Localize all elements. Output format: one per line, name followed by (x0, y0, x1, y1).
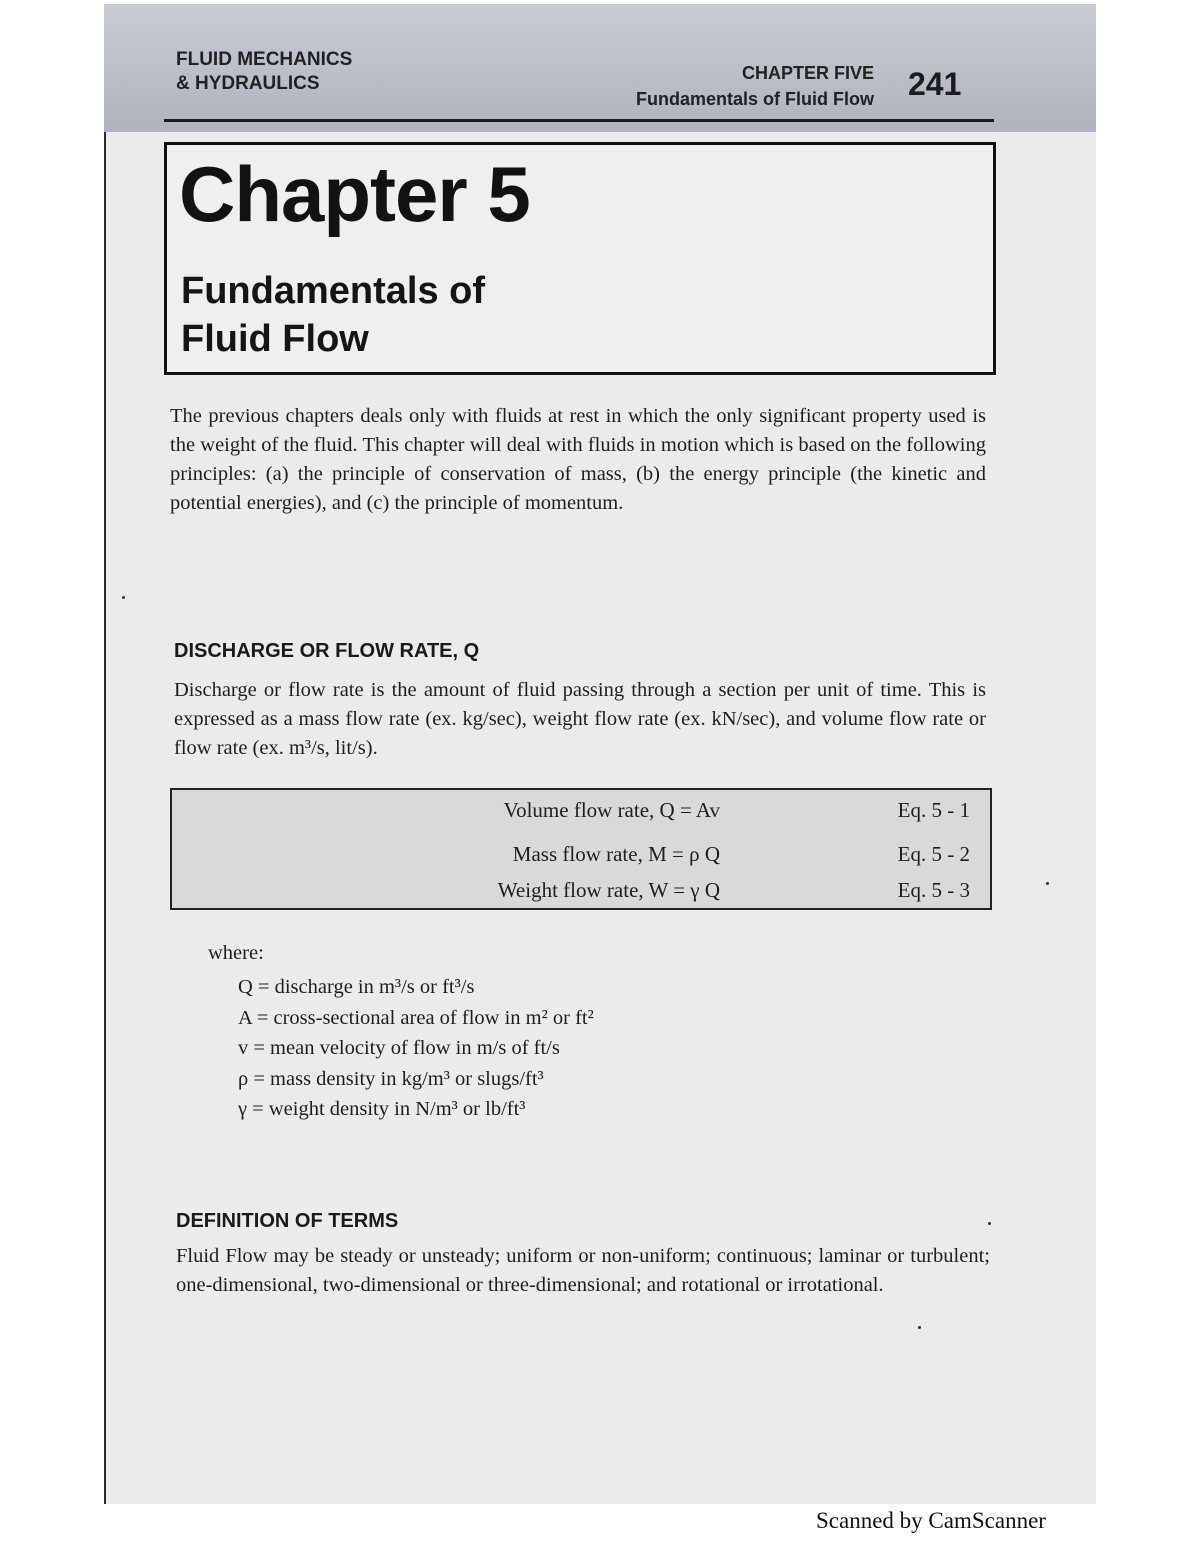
discharge-paragraph: Discharge or flow rate is the amount of fluid passing through a section per unit of time. This is expressed as a mass flow rate (ex. kg/sec), weight flow rate (ex. kN/sec), and volume flow rate or flow rate (ex. m³/s, lit/s). (174, 679, 986, 759)
chapter-subtitle-line2: Fluid Flow (181, 318, 369, 360)
scan-speck (988, 1222, 991, 1225)
chapter-name: Fundamentals of Fluid Flow (636, 89, 874, 109)
terms-paragraph: Fluid Flow may be steady or unsteady; uniform or non-uniform; continuous; laminar or turbulent; one-dimensional, two-dimensional or three-dimensional; and rotational or irrotational. (176, 1245, 990, 1296)
equation-number: Eq. 5 - 2 (897, 842, 970, 866)
chapter-heading: Chapter 5 (179, 150, 530, 238)
scanned-page (104, 4, 1096, 1504)
intro-paragraph: The previous chapters deals only with fluids at rest in which the only significant property used is the weight of the fluid. This chapter will deal with fluids in motion which is based on the following principles: (a) the principle of conservation of mass, (b) the energy principle (the kinetic and potential energies), and (c) the principle of momentum. (170, 405, 986, 514)
book-title (176, 48, 352, 96)
page-number: 241 (908, 66, 962, 102)
discharge-heading: DISCHARGE OR FLOW RATE, Q (174, 640, 480, 662)
variable-definition: γ = weight density in N/m³ or lb/ft³ (238, 1098, 526, 1120)
scanner-watermark: Scanned by CamScanner (816, 1508, 1046, 1533)
where-label: where: (208, 942, 264, 964)
terms-heading: DEFINITION OF TERMS (176, 1210, 399, 1232)
book-title-line1: FLUID MECHANICS (176, 49, 353, 70)
scan-speck (1046, 882, 1049, 885)
book-title-line2: & HYDRAULICS (176, 73, 320, 94)
equation-number: Eq. 5 - 3 (897, 878, 970, 902)
scan-speck (918, 1326, 921, 1329)
equation-box (170, 788, 992, 910)
scan-speck (122, 596, 125, 599)
chapter-subtitle-line1: Fundamentals of (181, 270, 486, 312)
equation-formula: Mass flow rate, M = ρ Q (512, 842, 720, 866)
running-chapter-title (636, 60, 874, 112)
chapter-title-box (164, 142, 996, 375)
variable-definition: ρ = mass density in kg/m³ or slugs/ft³ (238, 1067, 544, 1090)
equation-row (172, 798, 990, 830)
header-divider (164, 119, 994, 122)
equation-formula: Volume flow rate, Q = Av (503, 798, 720, 822)
chapter-label: CHAPTER FIVE (741, 63, 874, 83)
variable-definition: A = cross-sectional area of flow in m² or ft² (238, 1006, 594, 1029)
equation-formula: Weight flow rate, W = γ Q (497, 878, 720, 902)
equation-number: Eq. 5 - 1 (897, 798, 970, 822)
variable-definition: Q = discharge in m³/s or ft³/s (238, 976, 475, 998)
variable-definition: v = mean velocity of flow in m/s of ft/s (238, 1037, 560, 1059)
chapter-subtitle (181, 267, 485, 363)
page-header (104, 4, 1096, 132)
equation-row (172, 842, 990, 874)
variable-list (238, 972, 594, 1125)
equation-row (172, 878, 990, 910)
